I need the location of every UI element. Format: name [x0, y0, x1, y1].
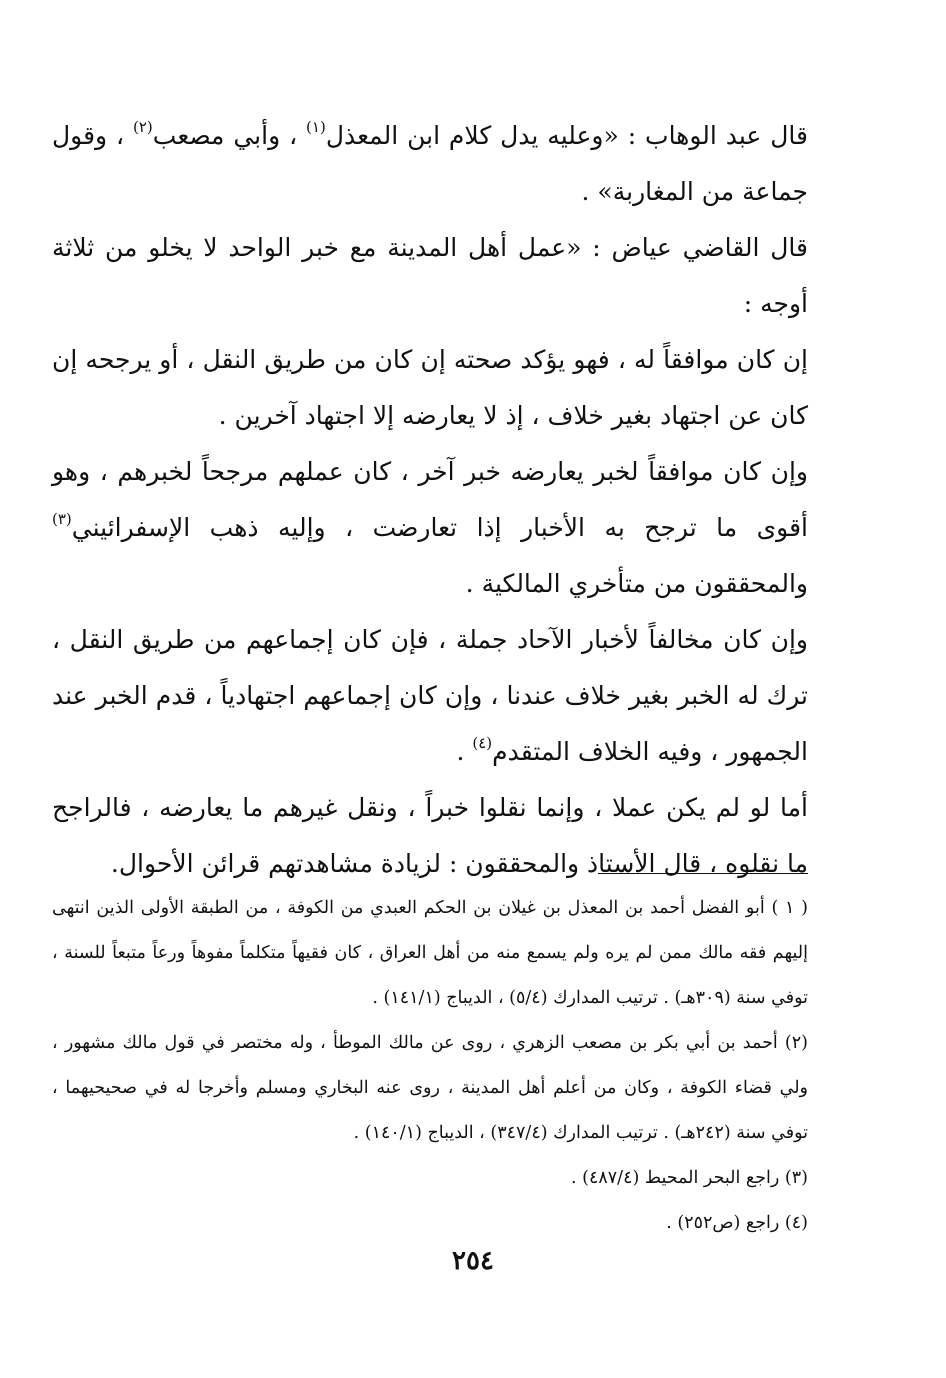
paragraph-3: إن كان موافقاً له ، فهو يؤكد صحته إن كان من طريق النقل ، أو يرجحه إن كان عن اجتهاد بغير خلاف ، إذ لا يعارضه إلا اجتهاد آخرين .: [52, 345, 808, 430]
page-number: ٢٥٤: [452, 1246, 494, 1276]
footnote-ref-4: (٤): [472, 734, 493, 752]
footnote-1: ( ١ ) أبو الفضل أحمد بن المعذل بن غيلان بن الحكم العبدي من الكوفة ، من الطبقة الأولى الذين انتهى إليهم فقه مالك ممن لم يره ولم يسمع منه من أهل العراق ، كان فقيهاً متكلماً مفوهاً ورعاً متبعاً للسنة ، توفي سنة (٣٠٩هـ) . ترتيب المدارك (٥/٤) ، الديباج (١٤١/١) .: [52, 898, 808, 1008]
footnote-ref-1: (١): [306, 118, 326, 136]
footnote-ref-3: (٣): [52, 510, 72, 528]
footnote-ref-2: (٢): [132, 118, 153, 136]
paragraph-6: أما لو لم يكن عملا ، وإنما نقلوا خبراً ، ونقل غيرهم ما يعارضه ، فالراجح ما نقلوه ، قال الأستاذ والمحققون : لزيادة مشاهدتهم قرائن الأحوال.: [52, 793, 808, 878]
footnote-3: (٣) راجع البحر المحيط (٤٨٧/٤) .: [571, 1168, 808, 1188]
paragraph-1: قال عبد الوهاب : «وعليه يدل كلام ابن المعذل$^{(١)}$ ، وأبي مصعب$^{(٢)}$ ، وقول جماعة من المغاربة» .: [52, 118, 808, 206]
footnote-2: (٢) أحمد بن أبي بكر بن مصعب الزهري ، روى عن مالك الموطأ ، وله مختصر في قول مالك مشهور ، ولي قضاء الكوفة ، وكان من أعلم أهل المدينة ، روى عنه البخاري ومسلم وأخرجا له في صحيحيهما ، توفي سنة (٢٤٢هـ) . ترتيب المدارك (٣٤٧/٤) ، الديباج (١٤٠/١) .: [52, 1033, 808, 1143]
paragraph-4: وإن كان موافقاً لخبر يعارضه خبر آخر ، كان عملهم مرجحاً لخبرهم ، وهو أقوى ما ترجح به الأخبار إذا تعارضت ، وإليه ذهب الإسفرائيني$^{(٣)}$ والمحققون من متأخري المالكية .: [52, 457, 808, 598]
footnote-4: (٤) راجع (ص٢٥٢) .: [666, 1213, 808, 1233]
paragraph-2: قال القاضي عياض : «عمل أهل المدينة مع خبر الواحد لا يخلو من ثلاثة أوجه :: [52, 233, 808, 318]
paragraph-5: وإن كان مخالفاً لأخبار الآحاد جملة ، فإن كان إجماعهم من طريق النقل ، ترك له الخبر بغير خلاف عندنا ، وإن كان إجماعهم اجتهادياً ، قدم الخبر عند الجمهور ، وفيه الخلاف المتقدم$^{(٤)}$ .: [52, 625, 808, 766]
main-text: [52, 108, 808, 892]
footnotes: [52, 886, 808, 1246]
footnote-divider: [598, 873, 808, 874]
